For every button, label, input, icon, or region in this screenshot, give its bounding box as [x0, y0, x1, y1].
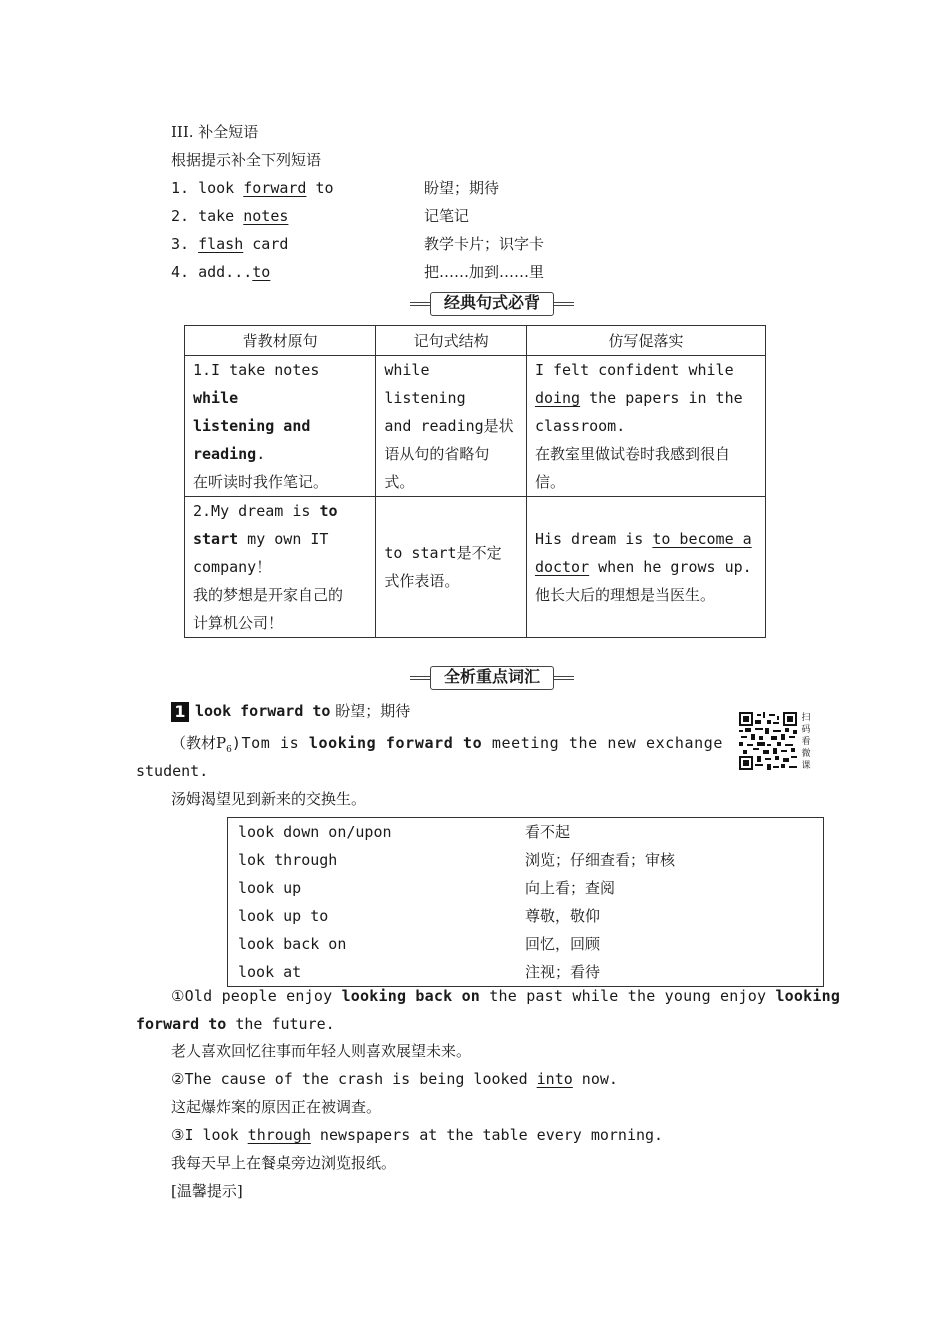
- example-2-translation: 这起爆炸案的原因正在被调查。: [171, 1098, 382, 1116]
- phrase-box-row: look at 注视；看待: [238, 963, 601, 981]
- example-3: ③I look through newspapers at the table every morning.: [171, 1126, 664, 1144]
- phrase-box-row: look back on 回忆，回顾: [238, 935, 601, 953]
- row2-structure: to start是不定 式作表语。: [376, 497, 527, 638]
- vocab-item-title: 1 look forward to 盼望；期待: [171, 697, 410, 725]
- row1-structure: while listening and reading是状 语从句的省略句 式。: [376, 356, 527, 497]
- tip-label: [温馨提示]: [171, 1182, 243, 1200]
- section-instruction: 根据提示补全下列短语: [171, 151, 322, 169]
- phrase-meaning-3: 教学卡片；识字卡: [424, 235, 545, 253]
- phrase-item-3: 3. flash card: [171, 235, 289, 253]
- vocab-header-label: 全析重点词汇: [430, 666, 554, 690]
- phrase-box-row: lok through 浏览；仔细查看；审核: [238, 851, 676, 869]
- sentences-header-label: 经典句式必背: [430, 292, 554, 316]
- example-1-line-2: forward to the future.: [136, 1015, 335, 1033]
- phrase-box-row: look up 向上看；查阅: [238, 879, 616, 897]
- textbook-source-line: （教材$P_6)Tom$ is looking forward to meeting the new exchange: [171, 734, 724, 755]
- col-header-original: 背教材原句: [185, 326, 376, 356]
- qr-code-icon[interactable]: [739, 712, 797, 770]
- phrase-box-row: look up to 尊敬，敬仰: [238, 907, 601, 925]
- textbook-source-line-2: student.: [136, 762, 209, 780]
- example-3-translation: 我每天早上在餐桌旁边浏览报纸。: [171, 1154, 397, 1172]
- sentence-table: [184, 325, 766, 638]
- phrase-meaning-1: 盼望；期待: [424, 179, 500, 197]
- section-title: III. 补全短语: [171, 123, 259, 141]
- row2-original: 2.My dream is to start my own IT company！ 我的梦想是开家自己的 计算机公司！: [185, 497, 376, 638]
- vocab-header: [410, 666, 574, 688]
- row2-imitation: His dream is to become a doctor when he grows up. 他长大后的理想是当医生。: [526, 497, 765, 638]
- phrase-item-4: 4. add...to: [171, 263, 271, 281]
- qr-code-label: 扫码看微课: [801, 713, 811, 771]
- example-1-translation: 老人喜欢回忆往事而年轻人则喜欢展望未来。: [171, 1042, 472, 1060]
- row1-imitation: I felt confident while doing the papers in the classroom. 在教室里做试卷时我感到很自 信。: [526, 356, 765, 497]
- phrase-meaning-2: 记笔记: [424, 207, 470, 225]
- sentences-header: [410, 292, 574, 314]
- phrase-item-1: 1. look forward to: [171, 179, 334, 197]
- textbook-source-translation: 汤姆渴望见到新来的交换生。: [171, 790, 367, 808]
- vocab-number-badge: 1: [171, 702, 189, 722]
- phrase-item-2: 2. take notes: [171, 207, 289, 225]
- example-2: ②The cause of the crash is being looked into now.: [171, 1070, 618, 1088]
- phrase-meaning-4: 把……加到……里: [424, 263, 545, 281]
- phrase-box-row: look down on/upon 看不起: [238, 823, 571, 841]
- phrase-box: [227, 817, 824, 987]
- col-header-structure: 记句式结构: [376, 326, 527, 356]
- example-1: ①Old people enjoy looking back on the past while the young enjoy looking: [171, 987, 841, 1005]
- row1-original: 1.I take notes while listening and reading. 在听读时我作笔记。: [185, 356, 376, 497]
- col-header-imitation: 仿写促落实: [526, 326, 765, 356]
